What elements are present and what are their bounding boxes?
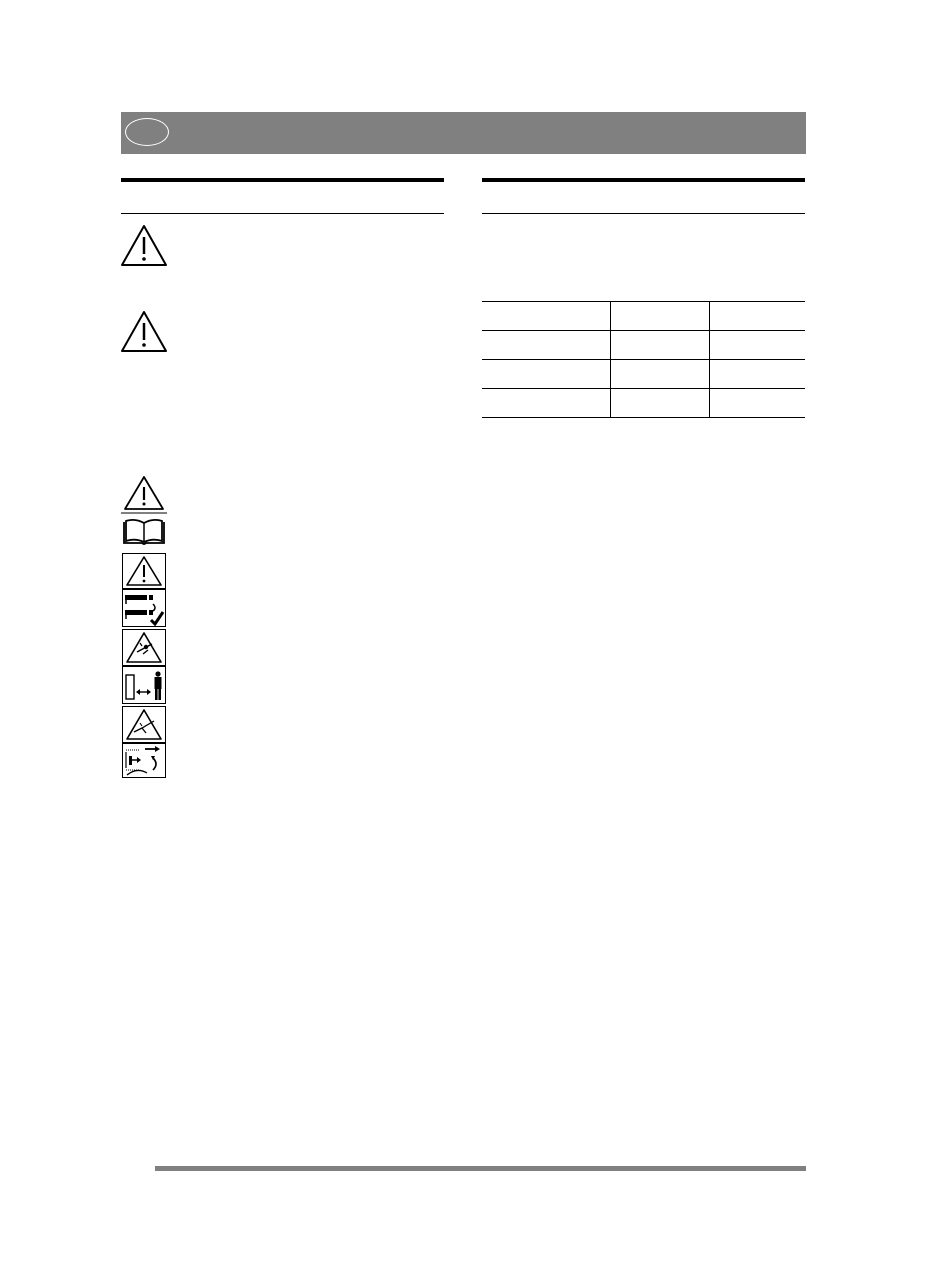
rotating-blade-icon (122, 743, 166, 778)
table-row (482, 302, 805, 331)
table-cell (611, 302, 710, 331)
table-cell (482, 360, 611, 389)
read-manual-icon (122, 518, 166, 546)
disconnect-spark-plug-icon (122, 589, 166, 627)
warning-cut-icon (122, 706, 166, 743)
table-cell (710, 389, 806, 418)
table-row (482, 331, 805, 360)
warning-triangle-icon (122, 553, 166, 589)
left-heading-rule (121, 178, 444, 182)
left-subheading-rule (121, 213, 444, 214)
right-heading-rule (482, 178, 805, 182)
warning-triangle-icon (120, 310, 168, 353)
table-row (482, 360, 805, 389)
warning-triangle-icon (121, 474, 167, 514)
table-cell (710, 360, 806, 389)
specification-table (482, 301, 805, 418)
table-row (482, 389, 805, 418)
table-cell (611, 331, 710, 360)
footer-rule (155, 1166, 806, 1171)
table-cell (482, 389, 611, 418)
section-header-bar (121, 112, 806, 154)
warning-thrown-objects-icon (122, 629, 166, 666)
table-cell (710, 302, 806, 331)
table-cell (482, 302, 611, 331)
table-cell (611, 389, 710, 418)
warning-triangle-icon (120, 224, 168, 267)
table-cell (710, 331, 806, 360)
right-subheading-rule (482, 213, 805, 214)
keep-distance-icon (122, 666, 166, 704)
table-cell (482, 331, 611, 360)
table-cell (611, 360, 710, 389)
language-badge (125, 118, 169, 146)
